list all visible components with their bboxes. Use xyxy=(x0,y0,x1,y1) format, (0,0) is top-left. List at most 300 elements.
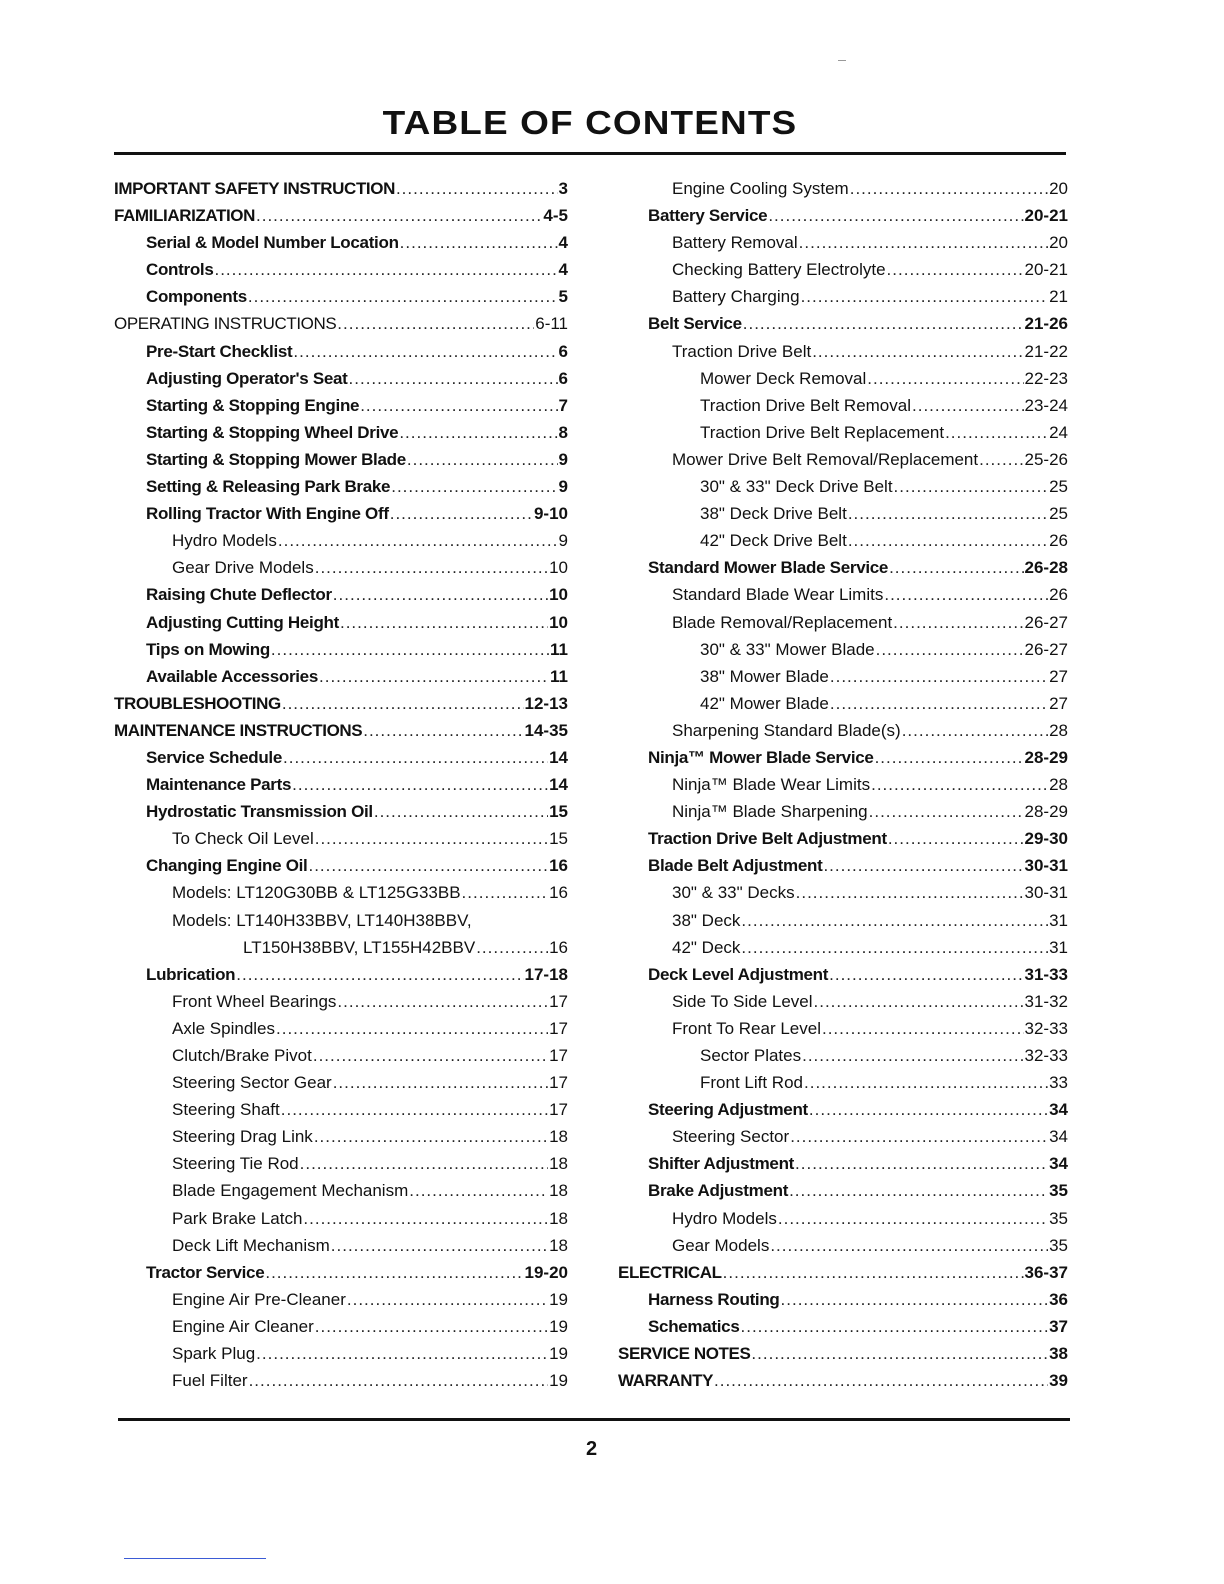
toc-entry-title: Engine Air Pre-Cleaner xyxy=(172,1289,346,1309)
toc-entry-title: Ninja™ Blade Wear Limits xyxy=(672,775,871,795)
dot-leader xyxy=(331,1236,548,1256)
toc-entry-page: 27 xyxy=(1049,693,1068,713)
toc-entry-38-deck xyxy=(616,911,1068,938)
dot-leader xyxy=(801,287,1049,307)
toc-entry-title: Models: LT140H33BBV, LT140H38BBV, xyxy=(172,910,472,930)
toc-entry-page: 16 xyxy=(549,937,568,957)
toc-entry-ninja-mower-blade-service xyxy=(616,748,1068,775)
toc-entry-title: 42" Deck xyxy=(672,937,741,957)
toc-entry-page: 17 xyxy=(549,1073,568,1093)
toc-entry-title: Pre-Start Checklist xyxy=(146,341,293,361)
dot-leader xyxy=(790,1127,1048,1147)
toc-entry-traction-drive-belt-adjustment xyxy=(616,829,1068,856)
dot-leader xyxy=(829,965,1023,985)
toc-entry-page: 20-21 xyxy=(1024,206,1068,226)
toc-entry-title: Raising Chute Deflector xyxy=(146,585,332,605)
toc-entry-title: Hydrostatic Transmission Oil xyxy=(146,802,373,822)
dot-leader xyxy=(349,369,558,389)
toc-entry-title: Tractor Service xyxy=(146,1262,265,1282)
toc-entry-gear-models xyxy=(616,1236,1068,1263)
toc-entry-page: 20 xyxy=(1049,233,1068,253)
dot-leader xyxy=(723,1263,1024,1283)
toc-entry-engine-air-cleaner xyxy=(114,1317,568,1344)
toc-left-column xyxy=(114,179,568,1398)
toc-entry-axle-spindles xyxy=(114,1019,568,1046)
toc-entry-ninja-blade-wear-limits xyxy=(616,775,1068,802)
dot-leader xyxy=(363,721,523,741)
toc-entry-title: Deck Level Adjustment xyxy=(648,964,829,984)
toc-entry-page: 6 xyxy=(558,368,568,388)
toc-entry-title: Adjusting Operator's Seat xyxy=(146,368,348,388)
toc-entry-components xyxy=(114,287,568,314)
toc-entry-page: 12-13 xyxy=(524,693,568,713)
toc-entry-page: 31-33 xyxy=(1024,964,1068,984)
toc-entry-page: 28-29 xyxy=(1024,747,1068,767)
toc-entry-title: Maintenance Parts xyxy=(146,775,292,795)
toc-entry-page: 29-30 xyxy=(1024,829,1068,849)
toc-entry-title: Starting & Stopping Wheel Drive xyxy=(146,422,399,442)
toc-entry-page: 18 xyxy=(549,1127,568,1147)
dot-leader xyxy=(912,396,1024,416)
dot-leader xyxy=(337,314,534,334)
toc-entry-title: Sharpening Standard Blade(s) xyxy=(672,720,901,740)
toc-entry-title: Engine Air Cleaner xyxy=(172,1316,314,1336)
toc-entry-page: 31 xyxy=(1049,910,1068,930)
dot-leader xyxy=(249,1371,549,1391)
toc-entry-traction-drive-belt-removal xyxy=(616,396,1068,423)
dot-leader xyxy=(236,965,523,985)
dot-leader xyxy=(333,585,548,605)
toc-entry-available-accessories xyxy=(114,667,568,694)
toc-entry-starting-stopping-wheel-drive xyxy=(114,423,568,450)
dot-leader xyxy=(781,1290,1049,1310)
toc-entry-title: Blade Removal/Replacement xyxy=(672,612,893,632)
toc-entry-service-schedule xyxy=(114,748,568,775)
toc-entry-shifter-adjustment xyxy=(616,1154,1068,1181)
toc-entry-title: Ninja™ Blade Sharpening xyxy=(672,802,868,822)
dot-leader xyxy=(271,640,549,660)
toc-entry-page: 20 xyxy=(1049,179,1068,198)
toc-entry-page: 18 xyxy=(549,1208,568,1228)
toc-entry-title: Standard Blade Wear Limits xyxy=(672,585,884,605)
dot-leader xyxy=(292,775,548,795)
toc-entry-page: 11 xyxy=(550,666,568,686)
toc-entry-title: Mower Deck Removal xyxy=(700,368,867,388)
dot-leader xyxy=(884,585,1048,605)
dot-leader xyxy=(894,477,1049,497)
toc-entry-title: Traction Drive Belt Replacement xyxy=(700,422,945,442)
dot-leader xyxy=(796,883,1024,903)
toc-entry-page: 31-32 xyxy=(1024,991,1068,1011)
toc-entry-page: 37 xyxy=(1049,1316,1068,1336)
page-title: TABLE OF CONTENTS xyxy=(382,104,798,141)
toc-entry-38-deck-drive-belt xyxy=(616,504,1068,531)
dot-leader xyxy=(751,1344,1048,1364)
toc-entry-standard-blade-wear-limits xyxy=(616,585,1068,612)
dot-leader xyxy=(300,1154,548,1174)
toc-entry-page: 17 xyxy=(549,1018,568,1038)
toc-entry-page: 9 xyxy=(558,449,568,469)
dot-leader xyxy=(409,1181,548,1201)
toc-entry-page: 26-27 xyxy=(1024,639,1068,659)
toc-entry-title: Shifter Adjustment xyxy=(648,1154,795,1174)
toc-entry-title: 38" Deck Drive Belt xyxy=(700,504,847,524)
dot-leader xyxy=(396,179,558,199)
dot-leader xyxy=(319,667,549,687)
toc-entry-page: 4-5 xyxy=(543,206,568,226)
toc-entry-sharpening-standard-blade-s xyxy=(616,721,1068,748)
toc-entry-title: Hydro Models xyxy=(172,531,277,551)
toc-entry-title: Axle Spindles xyxy=(172,1018,276,1038)
page-number: 2 xyxy=(586,1438,598,1460)
dot-leader xyxy=(979,450,1023,470)
dot-leader xyxy=(256,206,542,226)
toc-entry-page: 28 xyxy=(1049,720,1068,740)
toc-entry-page: 10 xyxy=(549,585,568,605)
dot-leader xyxy=(802,1046,1023,1066)
toc-entry-title: Lubrication xyxy=(146,964,236,984)
toc-entry-operating-instructions xyxy=(114,314,568,341)
toc-entry-title: 42" Mower Blade xyxy=(700,693,829,713)
toc-entry-front-wheel-bearings xyxy=(114,992,568,1019)
toc-entry-lubrication xyxy=(114,965,568,992)
toc-entry-page: 7 xyxy=(558,395,568,415)
toc-entry-page: 11 xyxy=(550,639,568,659)
dot-leader xyxy=(407,450,558,470)
toc-entry-title: Steering Sector Gear xyxy=(172,1073,332,1093)
toc-entry-controls xyxy=(114,260,568,287)
toc-entry-title: Models: LT120G30BB & LT125G33BB xyxy=(172,883,461,903)
dot-leader xyxy=(848,531,1048,551)
toc-entry-page: 5 xyxy=(558,287,568,307)
toc-entry-title: Belt Service xyxy=(648,314,742,334)
dot-leader xyxy=(888,829,1024,849)
toc-entry-title: TROUBLESHOOTING xyxy=(114,693,281,713)
toc-entry-title: Starting & Stopping Mower Blade xyxy=(146,449,406,469)
toc-entry-battery-service xyxy=(616,206,1068,233)
toc-entry-title: Steering Sector xyxy=(672,1127,790,1147)
toc-entry-title: Harness Routing xyxy=(648,1289,780,1309)
toc-entry-electrical xyxy=(616,1263,1068,1290)
dot-leader xyxy=(315,558,548,578)
top-rule xyxy=(114,152,1066,155)
toc-entry-page: 8 xyxy=(558,422,568,442)
toc-entry-page: 36 xyxy=(1049,1289,1068,1309)
toc-entry-adjusting-cutting-height xyxy=(114,613,568,640)
toc-entry-page: 28-29 xyxy=(1024,802,1068,822)
toc-entry-title: Front Lift Rod xyxy=(700,1073,803,1093)
toc-entry-42-deck xyxy=(616,938,1068,965)
toc-entry-steering-sector xyxy=(616,1127,1068,1154)
toc-entry-title: Components xyxy=(146,287,247,307)
toc-entry-page: 32-33 xyxy=(1024,1046,1068,1065)
toc-entry-page: 20-21 xyxy=(1024,260,1068,280)
dot-leader xyxy=(830,667,1048,687)
dot-leader xyxy=(799,233,1048,253)
dot-leader xyxy=(814,992,1024,1012)
toc-entry-title: Standard Mower Blade Service xyxy=(648,558,889,578)
toc-entry-checking-battery-electrolyte xyxy=(616,260,1068,287)
toc-entry-page: 9-10 xyxy=(533,504,568,524)
toc-entry-title: Traction Drive Belt Removal xyxy=(700,395,911,415)
dot-leader xyxy=(390,504,533,524)
toc-entry-mower-drive-belt-removal-replacement xyxy=(616,450,1068,477)
dot-leader xyxy=(789,1181,1048,1201)
toc-entry-page: 10 xyxy=(549,612,568,632)
dot-leader xyxy=(214,260,557,280)
dot-leader xyxy=(391,477,557,497)
toc-entry-serial-model-number-location xyxy=(114,233,568,260)
dot-leader xyxy=(276,1019,548,1039)
toc-entry-38-mower-blade xyxy=(616,667,1068,694)
dot-leader xyxy=(850,179,1048,199)
toc-entry-page: 25 xyxy=(1049,477,1068,497)
toc-entry-page: 27 xyxy=(1049,666,1068,686)
toc-entry-title: 30" & 33" Decks xyxy=(672,883,795,903)
toc-entry-page: 19 xyxy=(549,1371,568,1391)
toc-entry-title: To Check Oil Level xyxy=(172,829,314,849)
toc-entry-page: 30-31 xyxy=(1024,883,1068,903)
toc-entry-models-lt140h33bbv-lt140h38bbv xyxy=(114,911,568,938)
toc-entry-adjusting-operator-s-seat xyxy=(114,369,568,396)
dot-leader xyxy=(889,558,1023,578)
dot-leader xyxy=(399,423,557,443)
dot-leader xyxy=(400,233,558,253)
toc-entry-tips-on-mowing xyxy=(114,640,568,667)
toc-entry-page: 35 xyxy=(1049,1208,1068,1228)
toc-entry-starting-stopping-mower-blade xyxy=(114,450,568,477)
toc-entry-page: 18 xyxy=(549,1235,568,1255)
toc-entry-title: 38" Mower Blade xyxy=(700,666,829,686)
dot-leader xyxy=(278,531,558,551)
toc-entry-title: Steering Adjustment xyxy=(648,1100,808,1120)
toc-entry-title: Steering Drag Link xyxy=(172,1127,313,1147)
toc-entry-title: Gear Drive Models xyxy=(172,558,314,578)
toc-entry-page: 10 xyxy=(549,558,568,578)
toc-entry-title: Park Brake Latch xyxy=(172,1208,303,1228)
toc-entry-traction-drive-belt-replacement xyxy=(616,423,1068,450)
toc-entry-title: Steering Tie Rod xyxy=(172,1154,299,1174)
toc-entry-page: 6 xyxy=(558,341,568,361)
toc-entry-page: 17-18 xyxy=(524,964,568,984)
toc-entry-page: 25 xyxy=(1049,504,1068,524)
toc-entry-page: 31 xyxy=(1049,937,1068,957)
toc-entry-blade-engagement-mechanism xyxy=(114,1181,568,1208)
toc-entry-title: Mower Drive Belt Removal/Replacement xyxy=(672,449,979,469)
toc-entry-title: Controls xyxy=(146,260,214,280)
toc-entry-brake-adjustment xyxy=(616,1181,1068,1208)
dot-leader xyxy=(741,911,1048,931)
toc-entry-page: 3 xyxy=(558,179,568,198)
toc-entry-page: 14-35 xyxy=(524,720,568,740)
toc-entry-page: 19 xyxy=(549,1344,568,1364)
toc-entry-page: 38 xyxy=(1049,1344,1068,1364)
toc-entry-title: Battery Service xyxy=(648,206,768,226)
toc-entry-page: 14 xyxy=(549,747,568,767)
dot-leader xyxy=(876,640,1024,660)
toc-entry-spark-plug xyxy=(114,1344,568,1371)
toc-entry-hydro-models xyxy=(616,1209,1068,1236)
toc-entry-title: IMPORTANT SAFETY INSTRUCTION xyxy=(114,179,395,198)
dot-leader xyxy=(875,748,1024,768)
toc-entry-page: 28 xyxy=(1049,775,1068,795)
toc-entry-deck-lift-mechanism xyxy=(114,1236,568,1263)
toc-entry-important-safety-instruction xyxy=(114,179,568,206)
toc-entry-page: 24 xyxy=(1049,422,1068,442)
toc-entry-page: 34 xyxy=(1049,1127,1068,1147)
dot-leader xyxy=(248,287,558,307)
toc-entry-models-lt120g30bb-lt125g33bb xyxy=(114,883,568,910)
toc-entry-title: Brake Adjustment xyxy=(648,1181,789,1201)
toc-entry-lt150h38bbv-lt155h42bbv xyxy=(114,938,568,965)
toc-entry-steering-tie-rod xyxy=(114,1154,568,1181)
dot-leader xyxy=(887,260,1024,280)
dot-leader xyxy=(741,1317,1049,1337)
dot-leader xyxy=(374,802,548,822)
toc-entry-title: 42" Deck Drive Belt xyxy=(700,531,847,551)
dot-leader xyxy=(333,1073,548,1093)
toc-entry-page: 18 xyxy=(549,1181,568,1201)
toc-entry-title: Available Accessories xyxy=(146,666,318,686)
dot-leader xyxy=(293,342,557,362)
dot-leader xyxy=(741,938,1048,958)
toc-entry-30-33-mower-blade xyxy=(616,640,1068,667)
dot-leader xyxy=(265,1263,523,1283)
toc-entry-page: 22-23 xyxy=(1024,368,1068,388)
toc-entry-page: 21 xyxy=(1049,287,1068,307)
toc-entry-page: 26-28 xyxy=(1024,558,1068,578)
toc-entry-title: LT150H38BBV, LT155H42BBV xyxy=(243,937,476,957)
toc-entry-page: 4 xyxy=(558,233,568,253)
toc-entry-blade-belt-adjustment xyxy=(616,856,1068,883)
toc-entry-page: 14 xyxy=(549,775,568,795)
toc-entry-title: MAINTENANCE INSTRUCTIONS xyxy=(114,720,363,740)
toc-entry-engine-cooling-system xyxy=(616,179,1068,206)
toc-entry-page: 17 xyxy=(549,1046,568,1065)
toc-entry-hydro-models xyxy=(114,531,568,558)
toc-entry-title: Starting & Stopping Engine xyxy=(146,395,360,415)
toc-entry-sector-plates xyxy=(616,1046,1068,1073)
toc-entry-starting-stopping-engine xyxy=(114,396,568,423)
toc-entry-fuel-filter xyxy=(114,1371,568,1398)
dot-leader xyxy=(462,883,549,903)
toc-entry-belt-service xyxy=(616,314,1068,341)
toc-entry-changing-engine-oil xyxy=(114,856,568,883)
toc-entry-title: Front Wheel Bearings xyxy=(172,991,337,1011)
toc-entry-page: 34 xyxy=(1049,1100,1068,1120)
toc-entry-title: FAMILIARIZATION xyxy=(114,206,255,226)
dot-leader xyxy=(314,1127,548,1147)
toc-entry-page: 19 xyxy=(549,1289,568,1309)
dot-leader xyxy=(337,992,548,1012)
toc-entry-battery-charging xyxy=(616,287,1068,314)
toc-entry-page: 4 xyxy=(558,260,568,280)
toc-entry-setting-releasing-park-brake xyxy=(114,477,568,504)
toc-entry-page: 6-11 xyxy=(535,314,568,334)
toc-entry-traction-drive-belt xyxy=(616,342,1068,369)
toc-entry-title: SERVICE NOTES xyxy=(618,1344,751,1364)
toc-entry-page: 35 xyxy=(1049,1235,1068,1255)
toc-entry-steering-sector-gear xyxy=(114,1073,568,1100)
toc-entry-battery-removal xyxy=(616,233,1068,260)
toc-entry-page: 19-20 xyxy=(524,1262,568,1282)
toc-entry-title: Adjusting Cutting Height xyxy=(146,612,339,632)
dot-leader xyxy=(308,856,548,876)
toc-entry-page: 17 xyxy=(549,1100,568,1120)
toc-entry-warranty xyxy=(616,1371,1068,1398)
dot-leader xyxy=(476,938,548,958)
dot-leader xyxy=(768,206,1023,226)
dot-leader xyxy=(871,775,1048,795)
toc-entry-title: Front To Rear Level xyxy=(672,1018,821,1038)
toc-entry-title: Spark Plug xyxy=(172,1344,256,1364)
toc-entry-title: 30" & 33" Deck Drive Belt xyxy=(700,477,893,497)
toc-entry-title: OPERATING INSTRUCTIONS xyxy=(114,314,337,334)
dot-leader xyxy=(848,504,1048,524)
toc-entry-page: 23-24 xyxy=(1024,395,1068,415)
toc-entry-title: Deck Lift Mechanism xyxy=(172,1235,330,1255)
dot-leader xyxy=(282,694,524,714)
toc-entry-title: Service Schedule xyxy=(146,747,282,767)
dot-leader xyxy=(809,1100,1048,1120)
dot-leader xyxy=(902,721,1048,741)
toc-entry-page: 34 xyxy=(1049,1154,1068,1174)
dot-leader xyxy=(281,1100,548,1120)
toc-entry-service-notes xyxy=(616,1344,1068,1371)
toc-entry-gear-drive-models xyxy=(114,558,568,585)
toc-entry-title: Sector Plates xyxy=(700,1046,802,1065)
dot-leader xyxy=(347,1290,548,1310)
dot-leader xyxy=(822,1019,1024,1039)
link-underline xyxy=(124,1558,266,1559)
toc-entry-title: Changing Engine Oil xyxy=(146,856,308,876)
toc-entry-title: ELECTRICAL xyxy=(618,1262,722,1282)
dot-leader xyxy=(945,423,1048,443)
dot-leader xyxy=(283,748,548,768)
dot-leader xyxy=(867,369,1023,389)
toc-entry-clutch-brake-pivot xyxy=(114,1046,568,1073)
toc-entry-page: 16 xyxy=(549,883,568,903)
dot-leader xyxy=(340,613,548,633)
toc-entry-schematics xyxy=(616,1317,1068,1344)
toc-entry-page: 17 xyxy=(549,991,568,1011)
dot-leader xyxy=(360,396,557,416)
toc-entry-page: 16 xyxy=(549,856,568,876)
toc-entry-maintenance-instructions xyxy=(114,721,568,748)
toc-entry-front-lift-rod xyxy=(616,1073,1068,1100)
toc-entry-deck-level-adjustment xyxy=(616,965,1068,992)
dot-leader xyxy=(770,1236,1048,1256)
toc-entry-page: 26 xyxy=(1049,531,1068,551)
toc-entry-title: Engine Cooling System xyxy=(672,179,849,198)
toc-entry-engine-air-pre-cleaner xyxy=(114,1290,568,1317)
toc-entry-title: 30" & 33" Mower Blade xyxy=(700,639,875,659)
toc-entry-page: 9 xyxy=(558,477,568,497)
toc-entry-rolling-tractor-with-engine-off xyxy=(114,504,568,531)
dot-leader xyxy=(303,1209,548,1229)
dot-leader xyxy=(743,314,1024,334)
dot-leader xyxy=(714,1371,1048,1391)
toc-entry-42-mower-blade xyxy=(616,694,1068,721)
toc-entry-42-deck-drive-belt xyxy=(616,531,1068,558)
toc-entry-blade-removal-replacement xyxy=(616,613,1068,640)
toc-entry-page: 26 xyxy=(1049,585,1068,605)
dot-leader xyxy=(315,829,548,849)
toc-entry-title: Hydro Models xyxy=(672,1208,777,1228)
toc-entry-title: 38" Deck xyxy=(672,910,741,930)
toc-entry-title: Checking Battery Electrolyte xyxy=(672,260,886,280)
toc-entry-title: Steering Shaft xyxy=(172,1100,280,1120)
